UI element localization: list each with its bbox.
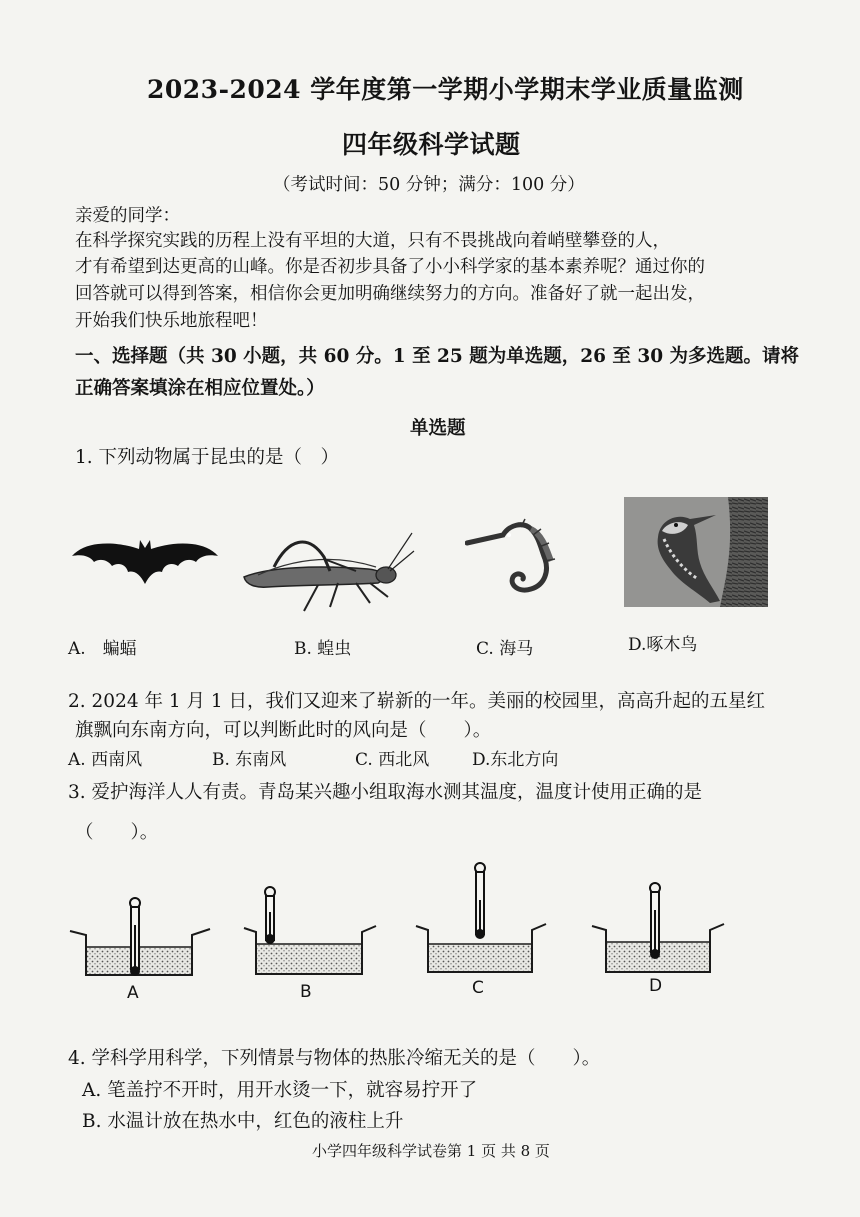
- option-a-bat[interactable]: A. 蝙蝠: [68, 639, 137, 659]
- question-2-line2: 旗飘向东南方向，可以判断此时的风向是（ ）。: [75, 720, 492, 741]
- seahorse-icon: [465, 515, 575, 595]
- greeting-line: 才有希望到达更高的山峰。你是否初步具备了小小科学家的基本素养呢？通过你的: [75, 257, 705, 277]
- exam-title: 2023-2024 学年度第一学期小学期末学业质量监测: [147, 75, 744, 104]
- beaker-d-diagram: [588, 880, 728, 980]
- option-d-woodpecker[interactable]: D.啄木鸟: [628, 635, 698, 655]
- section-heading-cont: 正确答案填涂在相应位置处。）: [75, 378, 325, 399]
- greeting-line: 在科学探究实践的历程上没有平坦的大道，只有不畏挑战向着峭壁攀登的人，: [75, 231, 670, 251]
- option-c-seahorse[interactable]: C. 海马: [476, 639, 534, 659]
- bat-icon: [70, 532, 220, 592]
- beaker-c-diagram: [412, 860, 552, 980]
- q4-option-a[interactable]: A. 笔盖拧不开时，用开水烫一下，就容易拧开了: [82, 1080, 478, 1101]
- grasshopper-icon: [238, 527, 416, 615]
- question-2-line1: 2. 2024 年 1 月 1 日，我们又迎来了崭新的一年。美丽的校园里，高高升起的五星红: [68, 691, 766, 712]
- q2-option-a[interactable]: A. 西南风: [68, 750, 143, 770]
- q2-option-b[interactable]: B. 东南风: [212, 750, 287, 770]
- beaker-label-b[interactable]: B: [300, 982, 312, 1002]
- woodpecker-photo: [624, 497, 768, 607]
- q2-option-c[interactable]: C. 西北风: [355, 750, 430, 770]
- exam-subtitle: 四年级科学试题: [342, 130, 521, 159]
- question-1-stem: 1. 下列动物属于昆虫的是（ ）: [75, 447, 340, 468]
- q2-option-d[interactable]: D.东北方向: [472, 750, 559, 770]
- q4-option-b[interactable]: B. 水温计放在热水中，红色的液柱上升: [82, 1111, 404, 1132]
- beaker-label-a[interactable]: A: [127, 983, 139, 1003]
- option-b-grasshopper[interactable]: B. 蝗虫: [294, 639, 352, 659]
- page-footer: 小学四年级科学试卷第 1 页 共 8 页: [312, 1142, 550, 1160]
- section-heading: 一、选择题（共 30 小题，共 60 分。1 至 25 题为单选题，26 至 30 为多选题。请将: [75, 346, 800, 367]
- subheading-single-choice: 单选题: [410, 418, 466, 439]
- beaker-a-diagram: [66, 895, 214, 985]
- question-4-stem: 4. 学科学用科学，下列情景与物体的热胀冷缩无关的是（ ）。: [68, 1048, 601, 1069]
- greeting-salutation: 亲爱的同学：: [75, 206, 180, 226]
- greeting-line: 开始我们快乐地旅程吧！: [75, 311, 268, 331]
- question-3-line2: （ ）。: [75, 822, 159, 843]
- question-3-line1: 3. 爱护海洋人人有责。青岛某兴趣小组取海水测其温度，温度计使用正确的是: [68, 782, 703, 803]
- exam-info: （考试时间：50 分钟；满分：100 分）: [273, 175, 585, 195]
- beaker-b-diagram: [240, 882, 380, 982]
- beaker-label-d[interactable]: D: [649, 976, 663, 996]
- beaker-label-c[interactable]: C: [472, 978, 484, 998]
- greeting-line: 回答就可以得到答案，相信你会更加明确继续努力的方向。准备好了就一起出发，: [75, 284, 705, 304]
